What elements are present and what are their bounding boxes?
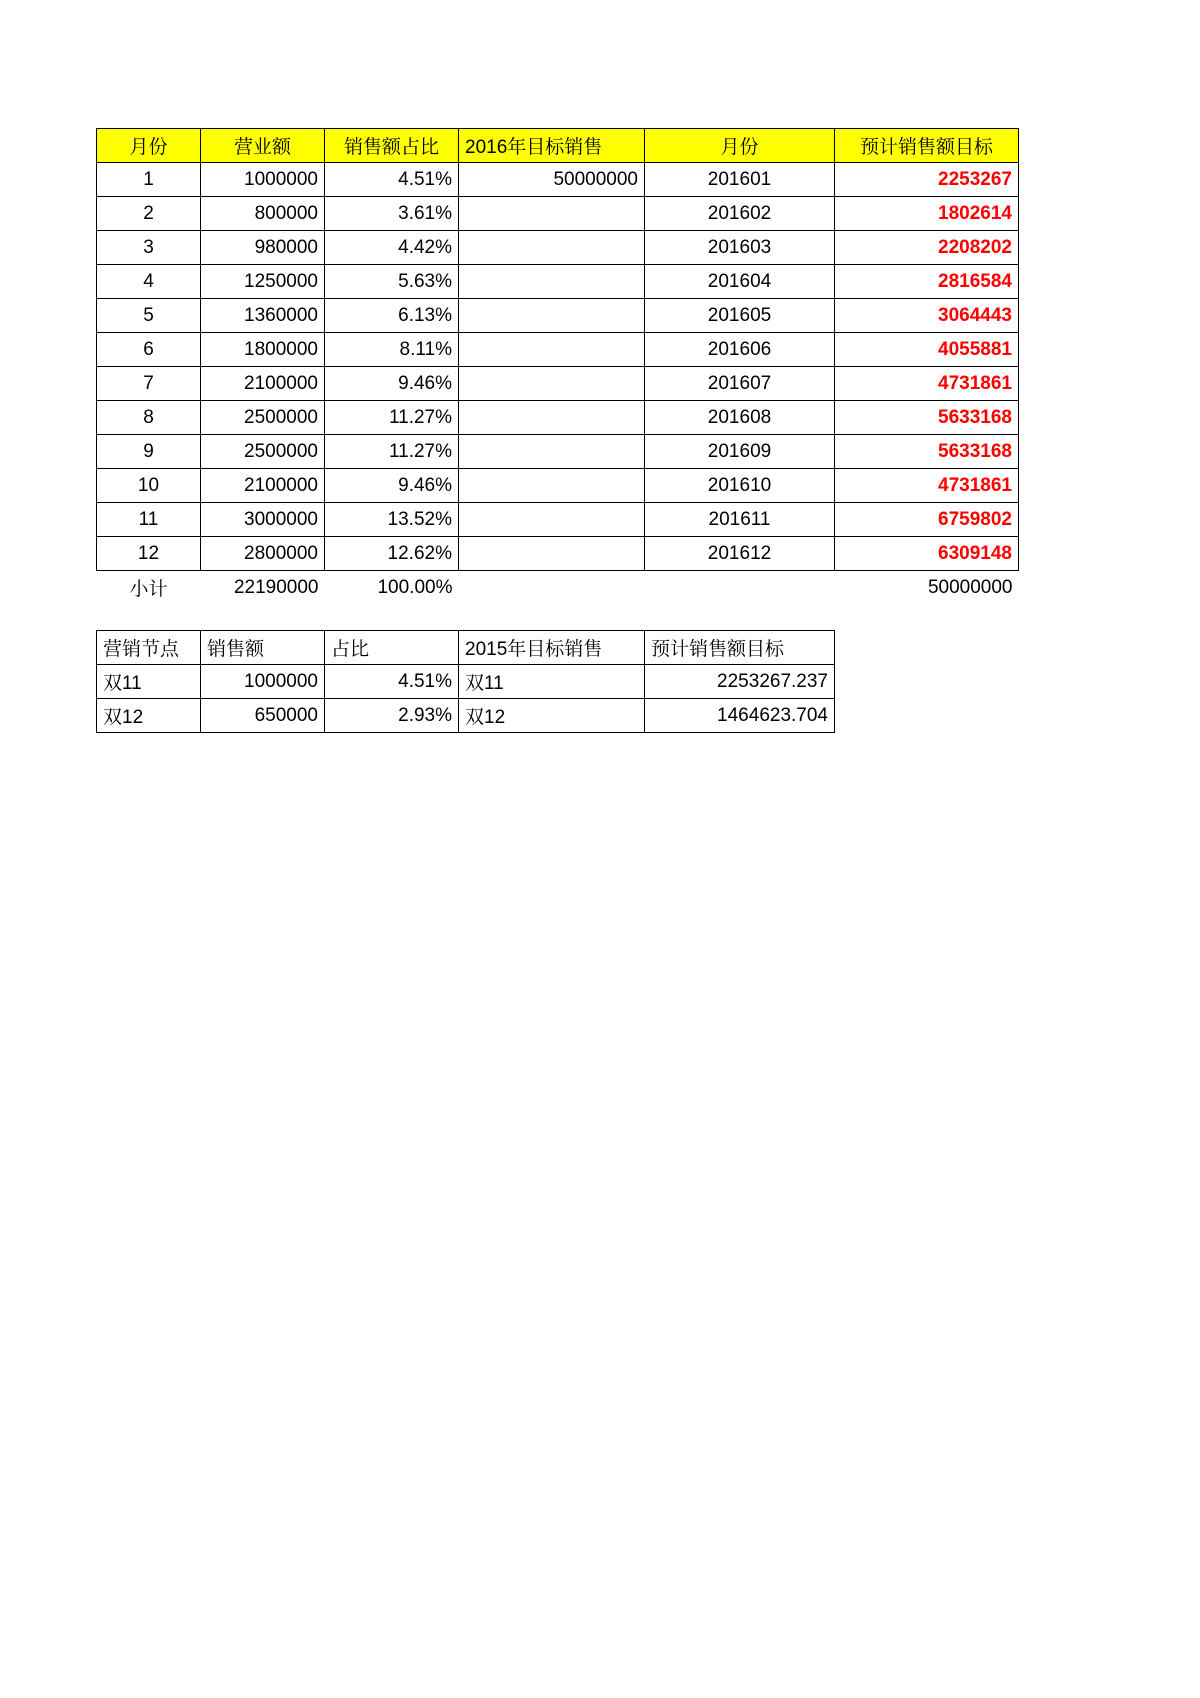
totals-period (645, 571, 835, 605)
cell-node-goal: 2253267.237 (645, 665, 835, 699)
column-header-month: 月份 (97, 129, 201, 163)
cell-target-2016 (459, 367, 645, 401)
cell-node-sales: 650000 (201, 699, 325, 733)
cell-month: 1 (97, 163, 201, 197)
column-header-node-sales: 销售额 (201, 631, 325, 665)
cell-revenue: 2500000 (201, 401, 325, 435)
table-row (97, 163, 1019, 197)
table-row (97, 665, 835, 699)
cell-target-2016: 50000000 (459, 163, 645, 197)
cell-node-sales: 1000000 (201, 665, 325, 699)
cell-month: 10 (97, 469, 201, 503)
monthly-sales-table (96, 128, 1019, 605)
table-row (97, 401, 1019, 435)
marketing-node-sheet (96, 630, 835, 733)
cell-share: 8.11% (325, 333, 459, 367)
table-row (97, 197, 1019, 231)
cell-goal: 4731861 (835, 469, 1019, 503)
cell-period: 201606 (645, 333, 835, 367)
cell-share: 9.46% (325, 469, 459, 503)
cell-month: 9 (97, 435, 201, 469)
cell-month: 7 (97, 367, 201, 401)
table-header-row (97, 129, 1019, 163)
cell-revenue: 2800000 (201, 537, 325, 571)
column-header-share: 销售额占比 (325, 129, 459, 163)
column-header-target-2015: 2015年目标销售 (459, 631, 645, 665)
node-table-header-row (97, 631, 835, 665)
table-row (97, 537, 1019, 571)
cell-node-share: 4.51% (325, 665, 459, 699)
cell-node: 双12 (97, 699, 201, 733)
cell-target-2016 (459, 197, 645, 231)
cell-target-2016 (459, 333, 645, 367)
cell-target-2016 (459, 537, 645, 571)
column-header-target-2016: 2016年目标销售 (459, 129, 645, 163)
cell-target-2016 (459, 469, 645, 503)
cell-share: 9.46% (325, 367, 459, 401)
totals-goal: 50000000 (927, 576, 1013, 598)
cell-period: 201609 (645, 435, 835, 469)
cell-target-2016 (459, 265, 645, 299)
cell-share: 4.51% (325, 163, 459, 197)
cell-month: 2 (97, 197, 201, 231)
table-row (97, 231, 1019, 265)
cell-period: 201602 (645, 197, 835, 231)
cell-goal: 2816584 (835, 265, 1019, 299)
table-row (97, 299, 1019, 333)
column-header-period: 月份 (645, 129, 835, 163)
cell-period: 201610 (645, 469, 835, 503)
cell-period: 201604 (645, 265, 835, 299)
cell-share: 11.27% (325, 401, 459, 435)
cell-target-2016 (459, 299, 645, 333)
cell-node-goal: 1464623.704 (645, 699, 835, 733)
cell-month: 6 (97, 333, 201, 367)
cell-share: 6.13% (325, 299, 459, 333)
totals-target-2016 (459, 571, 645, 605)
cell-target-2016 (459, 231, 645, 265)
cell-period: 201608 (645, 401, 835, 435)
cell-goal: 5633168 (835, 401, 1019, 435)
table-row (97, 333, 1019, 367)
cell-revenue: 2500000 (201, 435, 325, 469)
cell-revenue: 1360000 (201, 299, 325, 333)
cell-month: 3 (97, 231, 201, 265)
table-row (97, 699, 835, 733)
cell-share: 4.42% (325, 231, 459, 265)
cell-goal: 5633168 (835, 435, 1019, 469)
cell-revenue: 1000000 (201, 163, 325, 197)
cell-goal: 6309148 (835, 537, 1019, 571)
cell-revenue: 980000 (201, 231, 325, 265)
monthly-sales-sheet (96, 128, 1019, 605)
cell-period: 201607 (645, 367, 835, 401)
totals-row (97, 571, 1019, 605)
cell-period: 201603 (645, 231, 835, 265)
cell-month: 12 (97, 537, 201, 571)
cell-share: 3.61% (325, 197, 459, 231)
cell-share: 13.52% (325, 503, 459, 537)
column-header-revenue: 营业额 (201, 129, 325, 163)
cell-target-2016 (459, 503, 645, 537)
column-header-node-share: 占比 (325, 631, 459, 665)
cell-goal: 1802614 (835, 197, 1019, 231)
cell-node: 双11 (97, 665, 201, 699)
cell-goal: 2253267 (835, 163, 1019, 197)
totals-label: 小计 (129, 579, 168, 601)
cell-share: 11.27% (325, 435, 459, 469)
table-row (97, 469, 1019, 503)
cell-period: 201611 (645, 503, 835, 537)
column-header-node: 营销节点 (97, 631, 201, 665)
cell-revenue: 2100000 (201, 367, 325, 401)
cell-node-share: 2.93% (325, 699, 459, 733)
cell-node-2015: 双12 (459, 699, 645, 733)
cell-goal: 6759802 (835, 503, 1019, 537)
cell-month: 11 (97, 503, 201, 537)
marketing-node-table (96, 630, 835, 733)
cell-period: 201601 (645, 163, 835, 197)
column-header-goal: 预计销售额目标 (835, 129, 1019, 163)
cell-revenue: 800000 (201, 197, 325, 231)
cell-revenue: 1250000 (201, 265, 325, 299)
cell-target-2016 (459, 435, 645, 469)
table-row (97, 503, 1019, 537)
cell-share: 12.62% (325, 537, 459, 571)
cell-month: 5 (97, 299, 201, 333)
cell-month: 4 (97, 265, 201, 299)
totals-revenue: 22190000 (233, 576, 319, 598)
cell-target-2016 (459, 401, 645, 435)
cell-goal: 4731861 (835, 367, 1019, 401)
cell-month: 8 (97, 401, 201, 435)
cell-goal: 3064443 (835, 299, 1019, 333)
table-row (97, 435, 1019, 469)
cell-goal: 4055881 (835, 333, 1019, 367)
cell-revenue: 3000000 (201, 503, 325, 537)
cell-revenue: 1800000 (201, 333, 325, 367)
column-header-node-goal: 预计销售额目标 (645, 631, 835, 665)
cell-node-2015: 双11 (459, 665, 645, 699)
cell-goal: 2208202 (835, 231, 1019, 265)
cell-revenue: 2100000 (201, 469, 325, 503)
table-row (97, 265, 1019, 299)
cell-period: 201612 (645, 537, 835, 571)
totals-share: 100.00% (377, 576, 453, 598)
table-row (97, 367, 1019, 401)
cell-share: 5.63% (325, 265, 459, 299)
cell-period: 201605 (645, 299, 835, 333)
